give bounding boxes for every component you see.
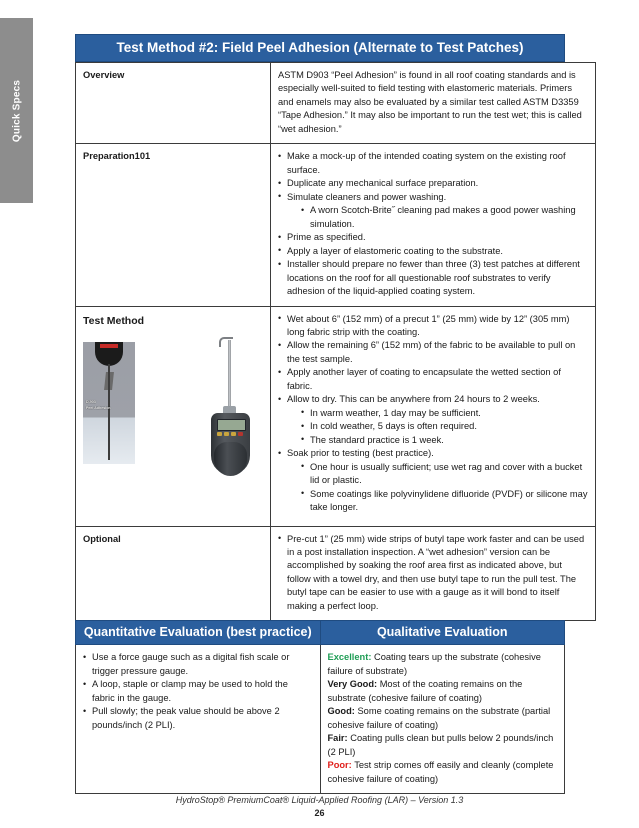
test-method-sub-list-soak — [287, 461, 588, 515]
list-item — [278, 245, 588, 258]
test-method-media — [83, 334, 263, 504]
qualitative-item-excellent — [328, 651, 558, 678]
gauge-display-shape — [217, 419, 246, 431]
list-item — [278, 366, 588, 393]
test-method-bullet-list — [278, 313, 588, 515]
force-gauge-image — [201, 334, 259, 484]
row-label-optional: Optional — [76, 526, 271, 621]
qualitative-value: Coating pulls clean but pulls below 2 pounds/inch (2 PLI) — [327, 733, 554, 757]
quick-specs-tab-label: Quick Specs — [11, 79, 22, 142]
bullet-text: Apply a layer of elastomeric coating to the substrate. — [287, 245, 504, 256]
evaluation-table — [75, 620, 565, 794]
list-item — [278, 231, 588, 244]
list-item — [83, 705, 313, 732]
quantitative-bullet-list — [83, 651, 313, 732]
page-content — [75, 34, 588, 794]
qualitative-key: Fair: — [327, 733, 348, 744]
bullet-text: The standard practice is 1 week. — [310, 434, 444, 445]
quantitative-evaluation-header: Quantitative Evaluation (best practice) — [76, 621, 321, 645]
bullet-text: One hour is usually sufficient; use wet rag and cover with a bucket lid or plastic. — [310, 461, 583, 486]
test-method-table — [75, 62, 596, 621]
list-item — [301, 407, 588, 420]
list-item — [278, 150, 588, 177]
list-item — [278, 191, 588, 231]
qualitative-value: Some coating remains on the substrate (partial cohesive failure of coating) — [327, 706, 551, 730]
list-item — [278, 533, 588, 614]
list-item — [301, 420, 588, 433]
qualitative-value: Coating tears up the substrate (cohesive failure of substrate) — [327, 652, 541, 676]
red-indicator-shape — [100, 344, 118, 348]
row-label-test-method — [76, 306, 271, 526]
optional-bullet-list — [278, 533, 588, 614]
row-body-overview — [271, 63, 596, 144]
bullet-text: Pull slowly; the peak value should be above 2 pounds/inch (2 PLI). — [92, 706, 280, 730]
bullet-text: Allow to dry. This can be anywhere from 24 hours to 2 weeks. — [287, 394, 540, 405]
qualitative-key: Poor: — [327, 760, 352, 771]
qualitative-evaluation-cell — [320, 645, 565, 794]
gauge-button-1 — [217, 432, 222, 436]
quantitative-evaluation-cell — [76, 645, 321, 794]
table-row-test-method — [76, 306, 596, 526]
photo-caption-line2: Peel Adhesion — [86, 405, 111, 410]
list-item — [301, 204, 588, 231]
bullet-text: Allow the remaining 6” (152 mm) of the fabric to be available to pull on the test sample. — [287, 340, 576, 364]
bullet-text: Installer should prepare no fewer than three (3) test patches at different locations on the roof for all questionable roof substrates to verify adhesion of the liquid-applied coating system. — [287, 259, 580, 297]
bullet-text: Use a force gauge such as a digital fish scale or trigger pressure gauge. — [92, 652, 290, 676]
bullet-text: A loop, staple or clamp may be used to hold the fabric in the gauge. — [92, 679, 288, 703]
gauge-button-4 — [238, 432, 243, 436]
preparation-sub-list — [287, 204, 588, 231]
qualitative-item-fair — [328, 732, 558, 759]
footer-page-number: 26 — [314, 808, 325, 818]
table-row-overview — [76, 63, 596, 144]
evaluation-body-row — [76, 645, 565, 794]
row-body-test-method — [271, 306, 596, 526]
bullet-text: Make a mock-up of the intended coating system on the existing roof surface. — [287, 151, 566, 175]
footer-document-title: HydroStop® PremiumCoat® Liquid-Applied Roofing (LAR) – Version 1.3 — [175, 795, 464, 805]
list-item — [278, 339, 588, 366]
list-item — [83, 651, 313, 678]
row-body-optional — [271, 526, 596, 621]
gauge-button-3 — [231, 432, 236, 436]
list-item — [278, 447, 588, 514]
test-method-label: Test Method — [83, 314, 145, 327]
bullet-text: In warm weather, 1 day may be sufficient. — [310, 407, 481, 418]
qualitative-item-poor — [328, 759, 558, 786]
preparation-bullet-list — [278, 150, 588, 298]
evaluation-header-row — [76, 621, 565, 645]
qualitative-item-good — [328, 705, 558, 732]
list-item — [278, 313, 588, 340]
photo-caption — [86, 400, 111, 411]
table-row-optional — [76, 526, 596, 621]
qualitative-item-very-good — [328, 678, 558, 705]
bullet-text: Some coatings like polyvinylidene difluoride (PVDF) or silicone may take longer. — [310, 488, 588, 513]
qualitative-key: Excellent: — [327, 652, 372, 663]
bullet-text: A worn Scotch-Brite˝ cleaning pad makes a good power washing simulation. — [310, 205, 576, 229]
list-item — [278, 177, 588, 190]
list-item — [83, 678, 313, 705]
row-label-preparation: Preparation101 — [76, 144, 271, 306]
list-item — [301, 434, 588, 447]
fabric-strip-line — [108, 364, 110, 460]
overview-text: ASTM D903 “Peel Adhesion” is found in all roof coating standards and is especially well-suited to field testing with elastomeric materials. Primers and enamels may also be evaluated by a similar test called ASTM D3359 “Tape Adhesion.” It may also be important to run the test wet; this is called “wet adhesion.” — [278, 70, 582, 134]
page-title: Test Method #2: Field Peel Adhesion (Alternate to Test Patches) — [75, 34, 565, 62]
list-item — [278, 393, 588, 447]
bullet-text: Prime as specified. — [287, 232, 366, 243]
bullet-text: Duplicate any mechanical surface preparation. — [287, 178, 479, 189]
gauge-grip-shape — [214, 442, 247, 476]
row-body-preparation — [271, 144, 596, 306]
list-item — [301, 488, 588, 515]
page-footer — [0, 795, 639, 818]
bullet-text: Wet about 6” (152 mm) of a precut 1” (25 mm) wide by 12” (305 mm) long fabric strip with the coating. — [287, 313, 570, 337]
peel-adhesion-photo — [83, 342, 135, 464]
bullet-text: Simulate cleaners and power washing. — [287, 191, 447, 202]
gauge-button-2 — [224, 432, 229, 436]
gauge-rod-shape — [228, 340, 231, 412]
list-item — [301, 461, 588, 488]
qualitative-evaluation-header: Qualitative Evaluation — [320, 621, 565, 645]
quick-specs-side-tab — [0, 18, 33, 203]
list-item — [278, 258, 588, 298]
bullet-text: Apply another layer of coating to encapsulate the wetted section of fabric. — [287, 367, 561, 391]
bullet-text: Pre-cut 1” (25 mm) wide strips of butyl tape work faster and can be used in a post installation inspection. A “wet adhesion” version can be accomplished by soaking the roof area first as indicated above, but follow with a towel dry, and then use butyl tape to run the pull test. The butyl tape can be easier to use with a gauge as it will bond to itself making a perfect loop. — [287, 533, 585, 611]
qualitative-value: Test strip comes off easily and cleanly (complete cohesive failure of coating) — [327, 760, 554, 784]
bullet-text: Soak prior to testing (best practice). — [287, 448, 434, 459]
photo-caption-line1: D-903 — [86, 400, 96, 405]
table-row-preparation — [76, 144, 596, 306]
test-method-sub-list-dry — [287, 407, 588, 447]
qualitative-key: Very Good: — [327, 679, 378, 690]
qualitative-key: Good: — [327, 706, 355, 717]
qualitative-value: Most of the coating remains on the substrate (cohesive failure of coating) — [327, 679, 523, 703]
row-label-overview: Overview — [76, 63, 271, 144]
bullet-text: In cold weather, 5 days is often required. — [310, 421, 477, 432]
